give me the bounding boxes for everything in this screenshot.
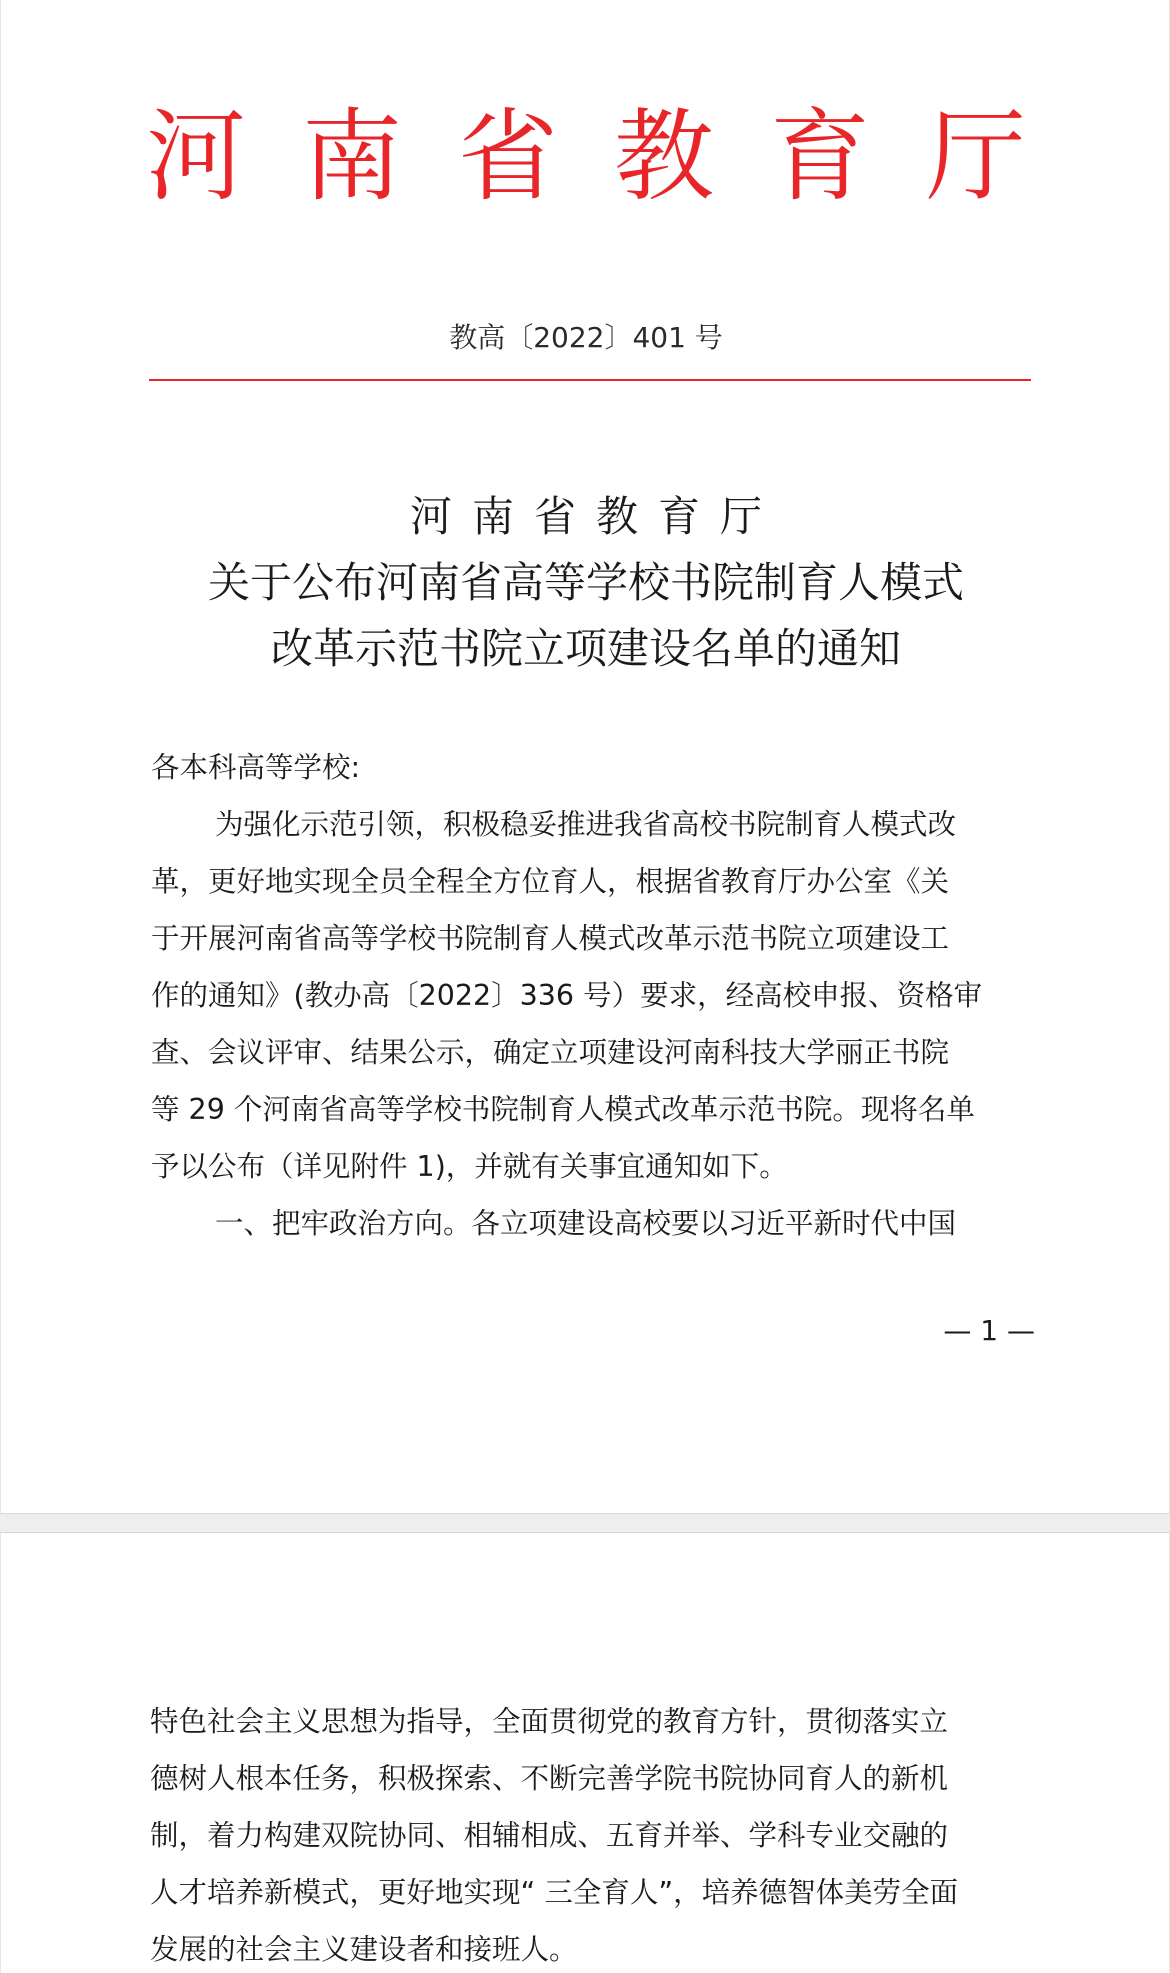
title-line-3: 改革示范书院立项建设名单的通知: [270, 624, 901, 673]
red-divider-line: [149, 379, 1031, 381]
paragraph-line: 于开展河南省高等学校书院制育人模式改革示范书院立项建设工: [151, 922, 950, 955]
paragraph-line: 人才培养新模式，更好地实现“ 三全育人”，培养德智体美劳全面: [150, 1876, 959, 1909]
paragraph-line: 发展的社会主义建设者和接班人。: [150, 1933, 578, 1966]
page-number: — 1 —: [943, 1314, 1035, 1347]
paragraph-line: 一、把牢政治方向。各立项建设高校要以习近平新时代中国: [215, 1207, 957, 1240]
paragraph-line: 等 29 个河南省高等学校书院制育人模式改革示范书院。现将名单: [151, 1093, 975, 1126]
paragraph-line: 予以公布（详见附件 1)，并就有关事宜通知如下。: [151, 1150, 788, 1183]
notice-title: [1, 484, 1170, 682]
salutation-text: 各本科高等学校:: [151, 751, 361, 784]
paragraph-line: 查、会议评审、结果公示，确定立项建设河南科技大学丽正书院: [151, 1036, 950, 1069]
masthead-title: 河南省教育厅: [146, 98, 1082, 215]
paragraph-line: 制，着力构建双院协同、相辅相成、五育并举、学科专业交融的: [150, 1819, 949, 1852]
paragraph-line: 革，更好地实现全员全程全方位育人，根据省教育厅办公室《关: [151, 865, 950, 898]
paragraph-line: 德树人根本任务，积极探索、不断完善学院书院协同育人的新机: [150, 1762, 949, 1795]
paragraph-line: 为强化示范引领，积极稳妥推进我省高校书院制育人模式改: [215, 808, 957, 841]
page-separator: [0, 1513, 1170, 1533]
title-line-1: 河南省教育厅: [409, 492, 782, 541]
paragraph-line: 作的通知》(教办高〔2022〕336 号）要求，经高校申报、资格审: [151, 979, 983, 1012]
body-paragraph-2-continued: [150, 1693, 1036, 1973]
paragraph-line: 特色社会主义思想为指导，全面贯彻党的教育方针，贯彻落实立: [150, 1705, 949, 1738]
body-paragraph-1: [151, 796, 1037, 1252]
salutation: [151, 739, 1037, 796]
title-line-2: 关于公布河南省高等学校书院制育人模式: [207, 558, 964, 607]
document-number: 教高〔2022〕401 号: [449, 321, 723, 354]
